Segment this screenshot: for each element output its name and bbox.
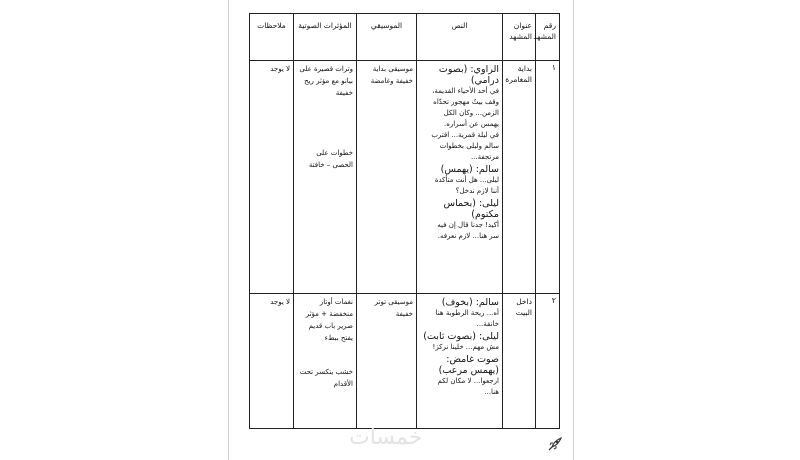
- dialogue-line: أه... ريحة الرطوبة هنا: [435, 309, 499, 317]
- header-notes: ملاحظات: [250, 14, 294, 61]
- dialogue-line: الزمن... وكان الكل: [443, 109, 499, 117]
- header-music: الموسيقي: [357, 14, 417, 61]
- sound-effect-item: خشب يتكسر تحت الأقدام: [299, 368, 353, 388]
- dialogue-line: سر هنا... لازم نعرفه.: [437, 232, 499, 240]
- scene-title-cell: داخل البيت: [503, 294, 536, 429]
- speaker-line: سالم: (يهمس): [440, 164, 499, 175]
- document-page: [228, 0, 574, 460]
- dialogue-line: هنا...: [484, 388, 499, 396]
- speaker-line: ليلى: (بحماس مكتوم): [443, 198, 499, 220]
- notes-cell: لا يوجد: [250, 294, 294, 429]
- scene-number-cell: ١: [536, 61, 560, 294]
- dialogue-line: ارجعوا... لا مكان لكم: [437, 377, 499, 385]
- header-scene-title: عنوان المشهد: [503, 14, 536, 61]
- speaker-line: سالم: (بخوف): [441, 297, 499, 308]
- sound-effects-cell: [294, 61, 357, 294]
- watermark-logo: خمسات: [349, 425, 423, 450]
- notes-cell: لا يوجد: [250, 61, 294, 294]
- music-cell: موسيقى بداية خفيفة وغامضة: [357, 61, 417, 294]
- table-header-row: [250, 14, 560, 61]
- speaker-line: ليلى: (بصوت ثابت): [423, 331, 499, 342]
- dialogue-line: وقف بيتٌ مهجور تحدّاه: [433, 98, 499, 106]
- music-cell: موسيقى توتر خفيفة: [357, 294, 417, 429]
- dialogue-line: سالم وليلى بخطوات: [439, 142, 499, 150]
- table-row: [250, 61, 560, 294]
- sound-effect-item: وترات قصيرة على بيانو مع مؤثر ريح خفيفة: [299, 65, 353, 97]
- scene-script-table: [249, 13, 560, 429]
- sound-effect-item: خطوات على الحصى – خافتة: [308, 149, 353, 169]
- dialogue-line: يهمس عن أسراره.: [444, 120, 499, 128]
- scene-text-cell: [417, 61, 503, 294]
- speaker-line: الراوي: (بصوت درامي): [438, 64, 499, 86]
- dialogue-line: أكيد! جدنا قال إن فيه: [437, 221, 499, 229]
- scene-number-cell: ٢: [536, 294, 560, 429]
- dialogue-line: ليلى... هل أنت متأكدة: [434, 176, 499, 184]
- dialogue-line: خانقة...: [476, 320, 499, 328]
- dialogue-line: في أحد الأحياء القديمة،: [432, 87, 499, 95]
- header-text: النص: [417, 14, 503, 61]
- sound-effects-cell: [294, 294, 357, 429]
- sound-effect-item: نغمات أوتار منخفضة + مؤثر صرير باب قديم يفتح ببطء: [305, 298, 353, 342]
- scene-title-cell: بداية المغامرة: [503, 61, 536, 294]
- header-scene-number: رقم المشهد: [536, 14, 560, 61]
- speaker-line: صوت غامض: (يهمس مرعب): [438, 354, 499, 376]
- header-sound-effects: المؤثرات الصوتية: [294, 14, 357, 61]
- scene-text-cell: [417, 294, 503, 429]
- dialogue-line: مش مهم... خلينا نركز!: [432, 343, 499, 351]
- dialogue-line: أننا لازم ندخل؟: [455, 187, 499, 195]
- dialogue-line: مرتجفة...: [470, 153, 499, 161]
- table-row: [250, 294, 560, 429]
- dialogue-line: في ليلة قمرية... اقترب: [431, 131, 499, 139]
- rocket-icon: [547, 436, 563, 452]
